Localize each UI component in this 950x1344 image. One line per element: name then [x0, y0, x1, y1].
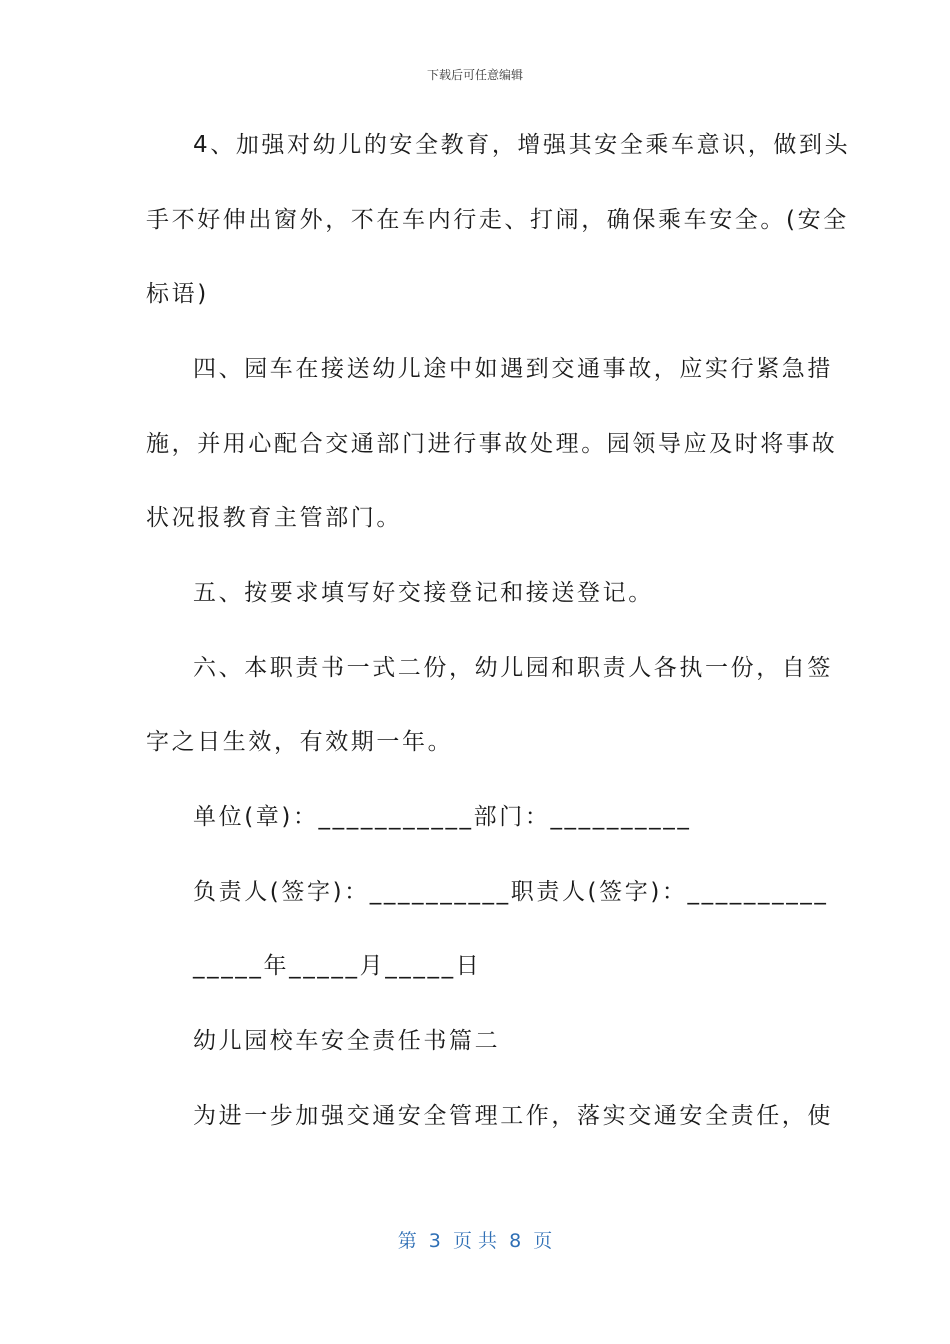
header-note: 下载后可任意编辑	[426, 68, 523, 82]
signature-unit-line: 单位(章)：___________部门：__________	[193, 804, 692, 830]
paragraph-line: 施，并用心配合交通部门进行事故处理。园领导应及时将事故	[146, 431, 838, 457]
paragraph-line: 标语)	[146, 281, 209, 307]
signature-person-line: 负责人(签字)：__________职责人(签字)：__________	[193, 879, 829, 905]
paragraph-line: 状况报教育主管部门。	[146, 505, 402, 531]
paragraph-line: 手不好伸出窗外，不在车内行走、打闹，确保乘车安全。(安全	[146, 207, 849, 233]
paragraph-line: 四、园车在接送幼儿途中如遇到交通事故，应实行紧急措	[193, 356, 833, 382]
paragraph-line: 为进一步加强交通安全管理工作，落实交通安全责任，使	[193, 1103, 833, 1129]
paragraph-line: 六、本职责书一式二份，幼儿园和职责人各执一份，自签	[193, 655, 833, 681]
page-number-footer: 第 3 页 共 8 页	[397, 1230, 553, 1252]
paragraph-line: 五、按要求填写好交接登记和接送登记。	[193, 580, 654, 606]
date-line: _____年_____月_____日	[193, 953, 482, 979]
paragraph-line: 4、加强对幼儿的安全教育，增强其安全乘车意识，做到头	[193, 132, 851, 158]
section-title: 幼儿园校车安全责任书篇二	[193, 1028, 501, 1054]
paragraph-line: 字之日生效，有效期一年。	[146, 729, 454, 755]
